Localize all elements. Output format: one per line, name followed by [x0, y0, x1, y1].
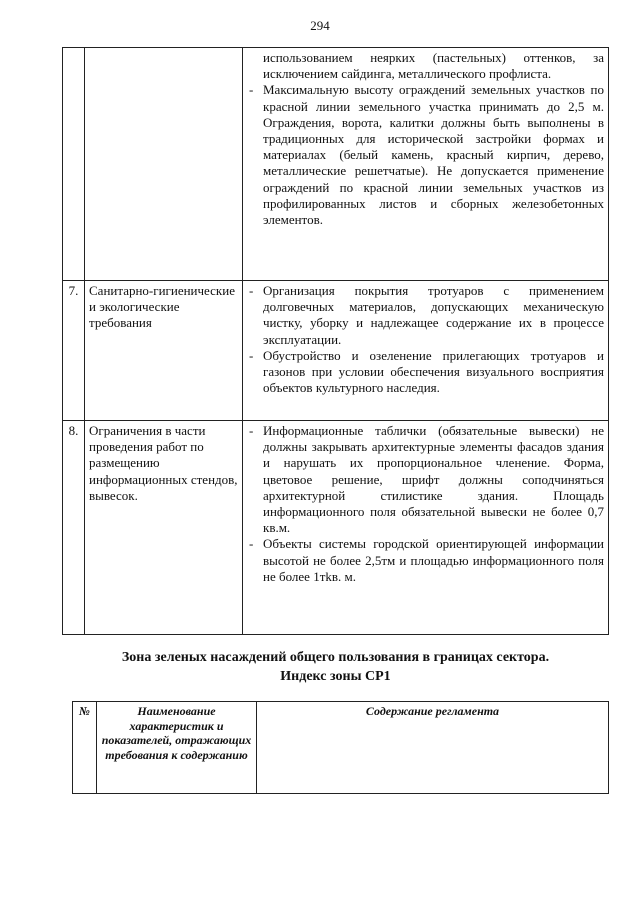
table-row: [63, 421, 609, 635]
row-characteristic: [85, 48, 243, 281]
table-header-row: [73, 702, 609, 794]
row-content: [243, 281, 609, 421]
col-content-header: Содержание регламента: [257, 702, 609, 794]
row-content: [243, 48, 609, 281]
row-number: 8.: [63, 421, 85, 635]
zone-title: [62, 648, 609, 686]
col-number-header: №: [73, 702, 97, 794]
list-item: - Обустройство и озеленение прилегающих тротуаров и газонов при условии обеспечения визуального восприятия объектов культурного наследия.: [247, 348, 604, 397]
row-content: [243, 421, 609, 635]
page-number: 294: [310, 18, 330, 33]
row-number: [63, 48, 85, 281]
row-number: 7.: [63, 281, 85, 421]
zone-header-table: [72, 701, 609, 794]
zone-title-line1: Зона зеленых насаждений общего пользования в границах сектора.: [121, 650, 550, 665]
list-item: использованием неярких (пастельных) оттенков, за исключением сайдинга, металлического профлиста.: [263, 50, 604, 82]
list-item: - Информационные таблички (обязательные вывески) не должны закрывать архитектурные элементы фасадов здания и нарушать их пропорциональное членение. Форма, цветовое решение, шрифт должны соподчиняться архитектурной стилистике здания. Площадь информационного поля обязательной вывески не более 0,7 кв.м.: [247, 423, 604, 536]
table-row: [63, 48, 609, 281]
col-characteristic-header: Наименование характеристик и показателей, отражающих требования к содержанию: [97, 702, 257, 794]
row-characteristic: Санитарно-гигиенические и экологические требования: [85, 281, 243, 421]
table-row: [63, 281, 609, 421]
zone-title-line2: Индекс зоны СР1: [280, 669, 391, 684]
regulation-table: [62, 47, 609, 635]
list-item: - Максимальную высоту ограждений земельных участков по красной линии земельного участка принимать до 2,5 м. Ограждения, ворота, калитки должны быть выполнены в традиционных для исторической застройки формах и материалах (белый камень, красный кирпич, дерево, металлические решетчатые). Не допускается применение ограждений по красной линии земельных участков из профилированных листов и сборных железобетонных элементов.: [247, 82, 604, 228]
list-item: - Организация покрытия тротуаров с применением долговечных материалов, допускающих механическую чистку, уборку и надлежащее содержание их в процессе эксплуатации.: [247, 283, 604, 348]
list-item: - Объекты системы городской ориентирующей информации высотой не более 2,5тм и площадью информационного поля не более 1тkв. м.: [247, 536, 604, 585]
row-characteristic: Ограничения в части проведения работ по размещению информационных стендов, вывесок.: [85, 421, 243, 635]
